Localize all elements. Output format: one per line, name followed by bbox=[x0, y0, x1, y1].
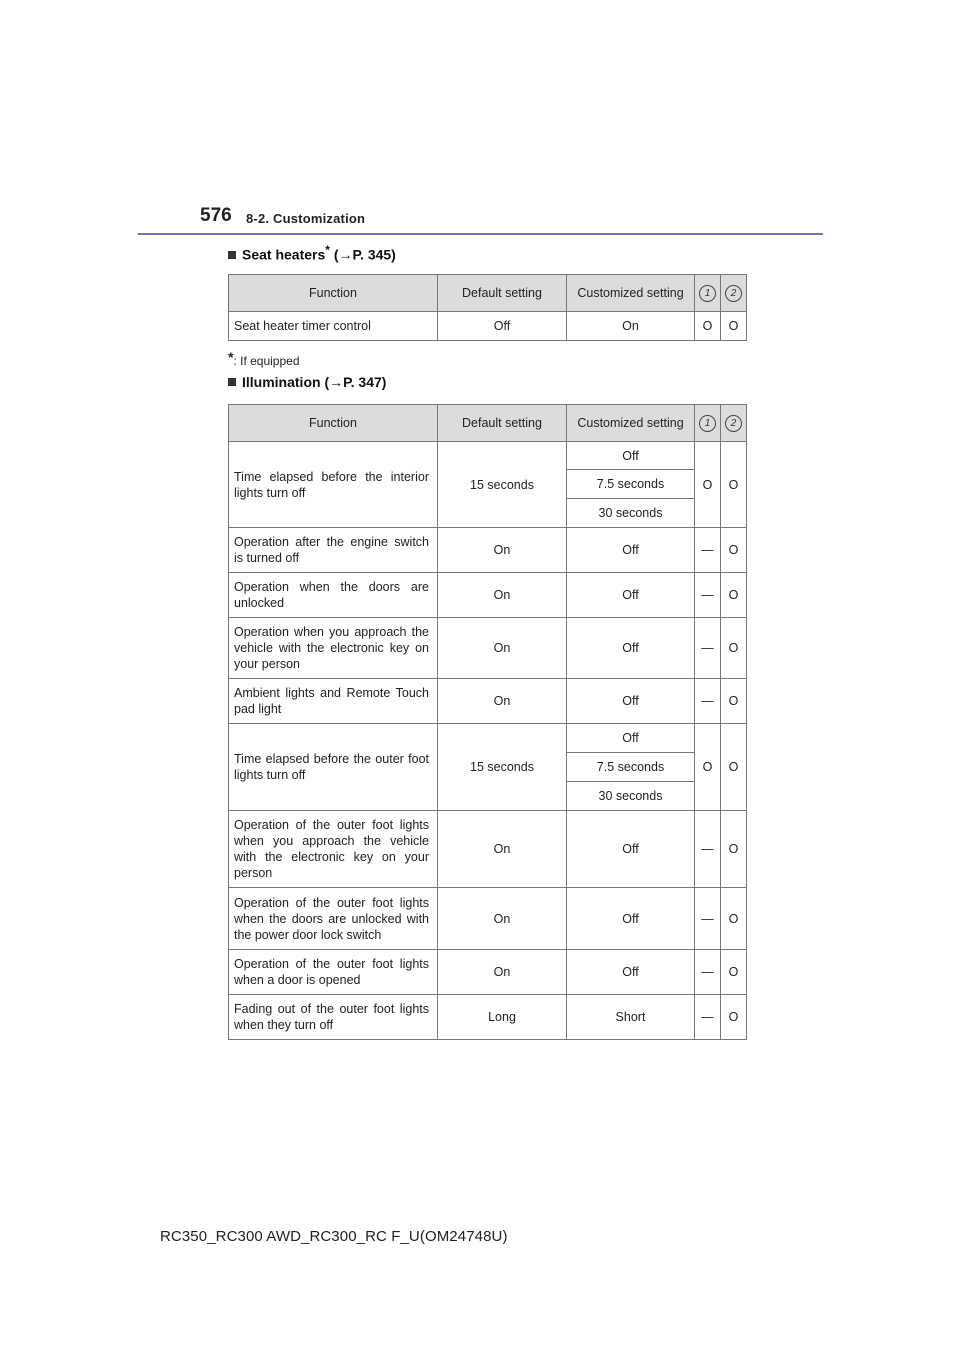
customized-cell: Off bbox=[567, 528, 695, 573]
default-cell: On bbox=[438, 528, 567, 573]
table-row bbox=[229, 950, 747, 995]
customized-option: 7.5 seconds bbox=[567, 470, 695, 499]
customized-cell: On bbox=[567, 312, 695, 341]
table-row bbox=[229, 811, 747, 888]
customized-cell: Off bbox=[567, 573, 695, 618]
function-cell: Operation of the outer foot lights when the doors are unlocked with the power door lock switch bbox=[229, 888, 438, 950]
function-cell: Seat heater timer control bbox=[229, 312, 438, 341]
table-row bbox=[229, 528, 747, 573]
mark-cell-2: O bbox=[721, 888, 747, 950]
seat-heaters-page-ref[interactable]: (→P. 345) bbox=[333, 246, 396, 263]
default-cell: On bbox=[438, 618, 567, 679]
illumination-table bbox=[228, 404, 747, 1040]
customized-cell: Short bbox=[567, 995, 695, 1040]
number-1-icon: 1 bbox=[699, 285, 716, 302]
col-header-default: Default setting bbox=[438, 275, 567, 312]
mark-cell-2: O bbox=[721, 950, 747, 995]
mark-cell-2: O bbox=[721, 573, 747, 618]
customized-cell: Off bbox=[567, 679, 695, 724]
mark-cell-1: — bbox=[695, 950, 721, 995]
square-bullet-icon bbox=[228, 378, 236, 386]
table-row bbox=[229, 724, 747, 753]
illumination-page-ref[interactable]: (→P. 347) bbox=[324, 374, 387, 390]
default-cell: 15 seconds bbox=[438, 724, 567, 811]
number-2-icon: 2 bbox=[725, 285, 742, 302]
mark-cell-1: O bbox=[695, 312, 721, 341]
default-cell: Off bbox=[438, 312, 567, 341]
table-row bbox=[229, 573, 747, 618]
footnote bbox=[228, 349, 300, 368]
footnote-star: * bbox=[325, 243, 330, 257]
illumination-heading bbox=[228, 374, 386, 390]
default-cell: On bbox=[438, 950, 567, 995]
mark-cell-1: — bbox=[695, 679, 721, 724]
table-row bbox=[229, 888, 747, 950]
function-cell: Operation of the outer foot lights when you approach the vehicle with the electronic key on your person bbox=[229, 811, 438, 888]
customized-cell: Off bbox=[567, 811, 695, 888]
mark-cell-2: O bbox=[721, 618, 747, 679]
header-divider bbox=[138, 233, 823, 235]
footnote-star: * bbox=[228, 349, 234, 365]
table-row bbox=[229, 995, 747, 1040]
mark-cell-1: — bbox=[695, 618, 721, 679]
function-cell: Fading out of the outer foot lights when they turn off bbox=[229, 995, 438, 1040]
function-cell: Operation after the engine switch is turned off bbox=[229, 528, 438, 573]
mark-cell-2: O bbox=[721, 442, 747, 528]
mark-cell-2: O bbox=[721, 811, 747, 888]
customized-cell: Off bbox=[567, 618, 695, 679]
col-header-customized: Customized setting bbox=[567, 275, 695, 312]
mark-cell-2: O bbox=[721, 312, 747, 341]
mark-cell-1: — bbox=[695, 888, 721, 950]
table-row bbox=[229, 618, 747, 679]
footer-model-code: RC350_RC300 AWD_RC300_RC F_U(OM24748U) bbox=[160, 1228, 508, 1245]
table-row bbox=[229, 442, 747, 470]
mark-cell-2: O bbox=[721, 679, 747, 724]
customized-cell: Off bbox=[567, 950, 695, 995]
square-bullet-icon bbox=[228, 251, 236, 259]
default-cell: 15 seconds bbox=[438, 442, 567, 528]
function-cell: Time elapsed before the outer foot lights turn off bbox=[229, 724, 438, 811]
table-header-row bbox=[229, 275, 747, 312]
customized-option: Off bbox=[567, 442, 695, 470]
footnote-text: : If equipped bbox=[233, 354, 300, 368]
col-header-default: Default setting bbox=[438, 405, 567, 442]
mark-cell-2: O bbox=[721, 528, 747, 573]
col-header-customized: Customized setting bbox=[567, 405, 695, 442]
mark-cell-1: — bbox=[695, 995, 721, 1040]
default-cell: On bbox=[438, 811, 567, 888]
number-2-icon: 2 bbox=[725, 415, 742, 432]
mark-cell-1: — bbox=[695, 528, 721, 573]
col-header-function: Function bbox=[229, 405, 438, 442]
default-cell: Long bbox=[438, 995, 567, 1040]
function-cell: Time elapsed before the interior lights turn off bbox=[229, 442, 438, 528]
seat-heaters-heading bbox=[228, 243, 396, 263]
seat-heaters-title: Seat heaters bbox=[242, 246, 326, 263]
customized-option: Off bbox=[567, 724, 695, 753]
mark-cell-1: O bbox=[695, 724, 721, 811]
mark-cell-2: O bbox=[721, 995, 747, 1040]
page-number: 576 bbox=[200, 205, 232, 226]
default-cell: On bbox=[438, 888, 567, 950]
customized-option: 7.5 seconds bbox=[567, 753, 695, 782]
illumination-title: Illumination bbox=[242, 374, 321, 390]
function-cell: Operation of the outer foot lights when a door is opened bbox=[229, 950, 438, 995]
mark-cell-1: O bbox=[695, 442, 721, 528]
customized-cell: Off bbox=[567, 888, 695, 950]
mark-cell-1: — bbox=[695, 811, 721, 888]
customized-option: 30 seconds bbox=[567, 499, 695, 528]
customized-option: 30 seconds bbox=[567, 782, 695, 811]
function-cell: Operation when the doors are unlocked bbox=[229, 573, 438, 618]
table-header-row bbox=[229, 405, 747, 442]
function-cell: Operation when you approach the vehicle with the electronic key on your person bbox=[229, 618, 438, 679]
default-cell: On bbox=[438, 679, 567, 724]
col-header-function: Function bbox=[229, 275, 438, 312]
mark-cell-2: O bbox=[721, 724, 747, 811]
function-cell: Ambient lights and Remote Touch pad light bbox=[229, 679, 438, 724]
table-row bbox=[229, 679, 747, 724]
number-1-icon: 1 bbox=[699, 415, 716, 432]
section-title: 8-2. Customization bbox=[246, 211, 366, 226]
seat-heaters-table bbox=[228, 274, 747, 341]
mark-cell-1: — bbox=[695, 573, 721, 618]
page-header bbox=[200, 205, 824, 235]
table-row bbox=[229, 312, 747, 341]
default-cell: On bbox=[438, 573, 567, 618]
